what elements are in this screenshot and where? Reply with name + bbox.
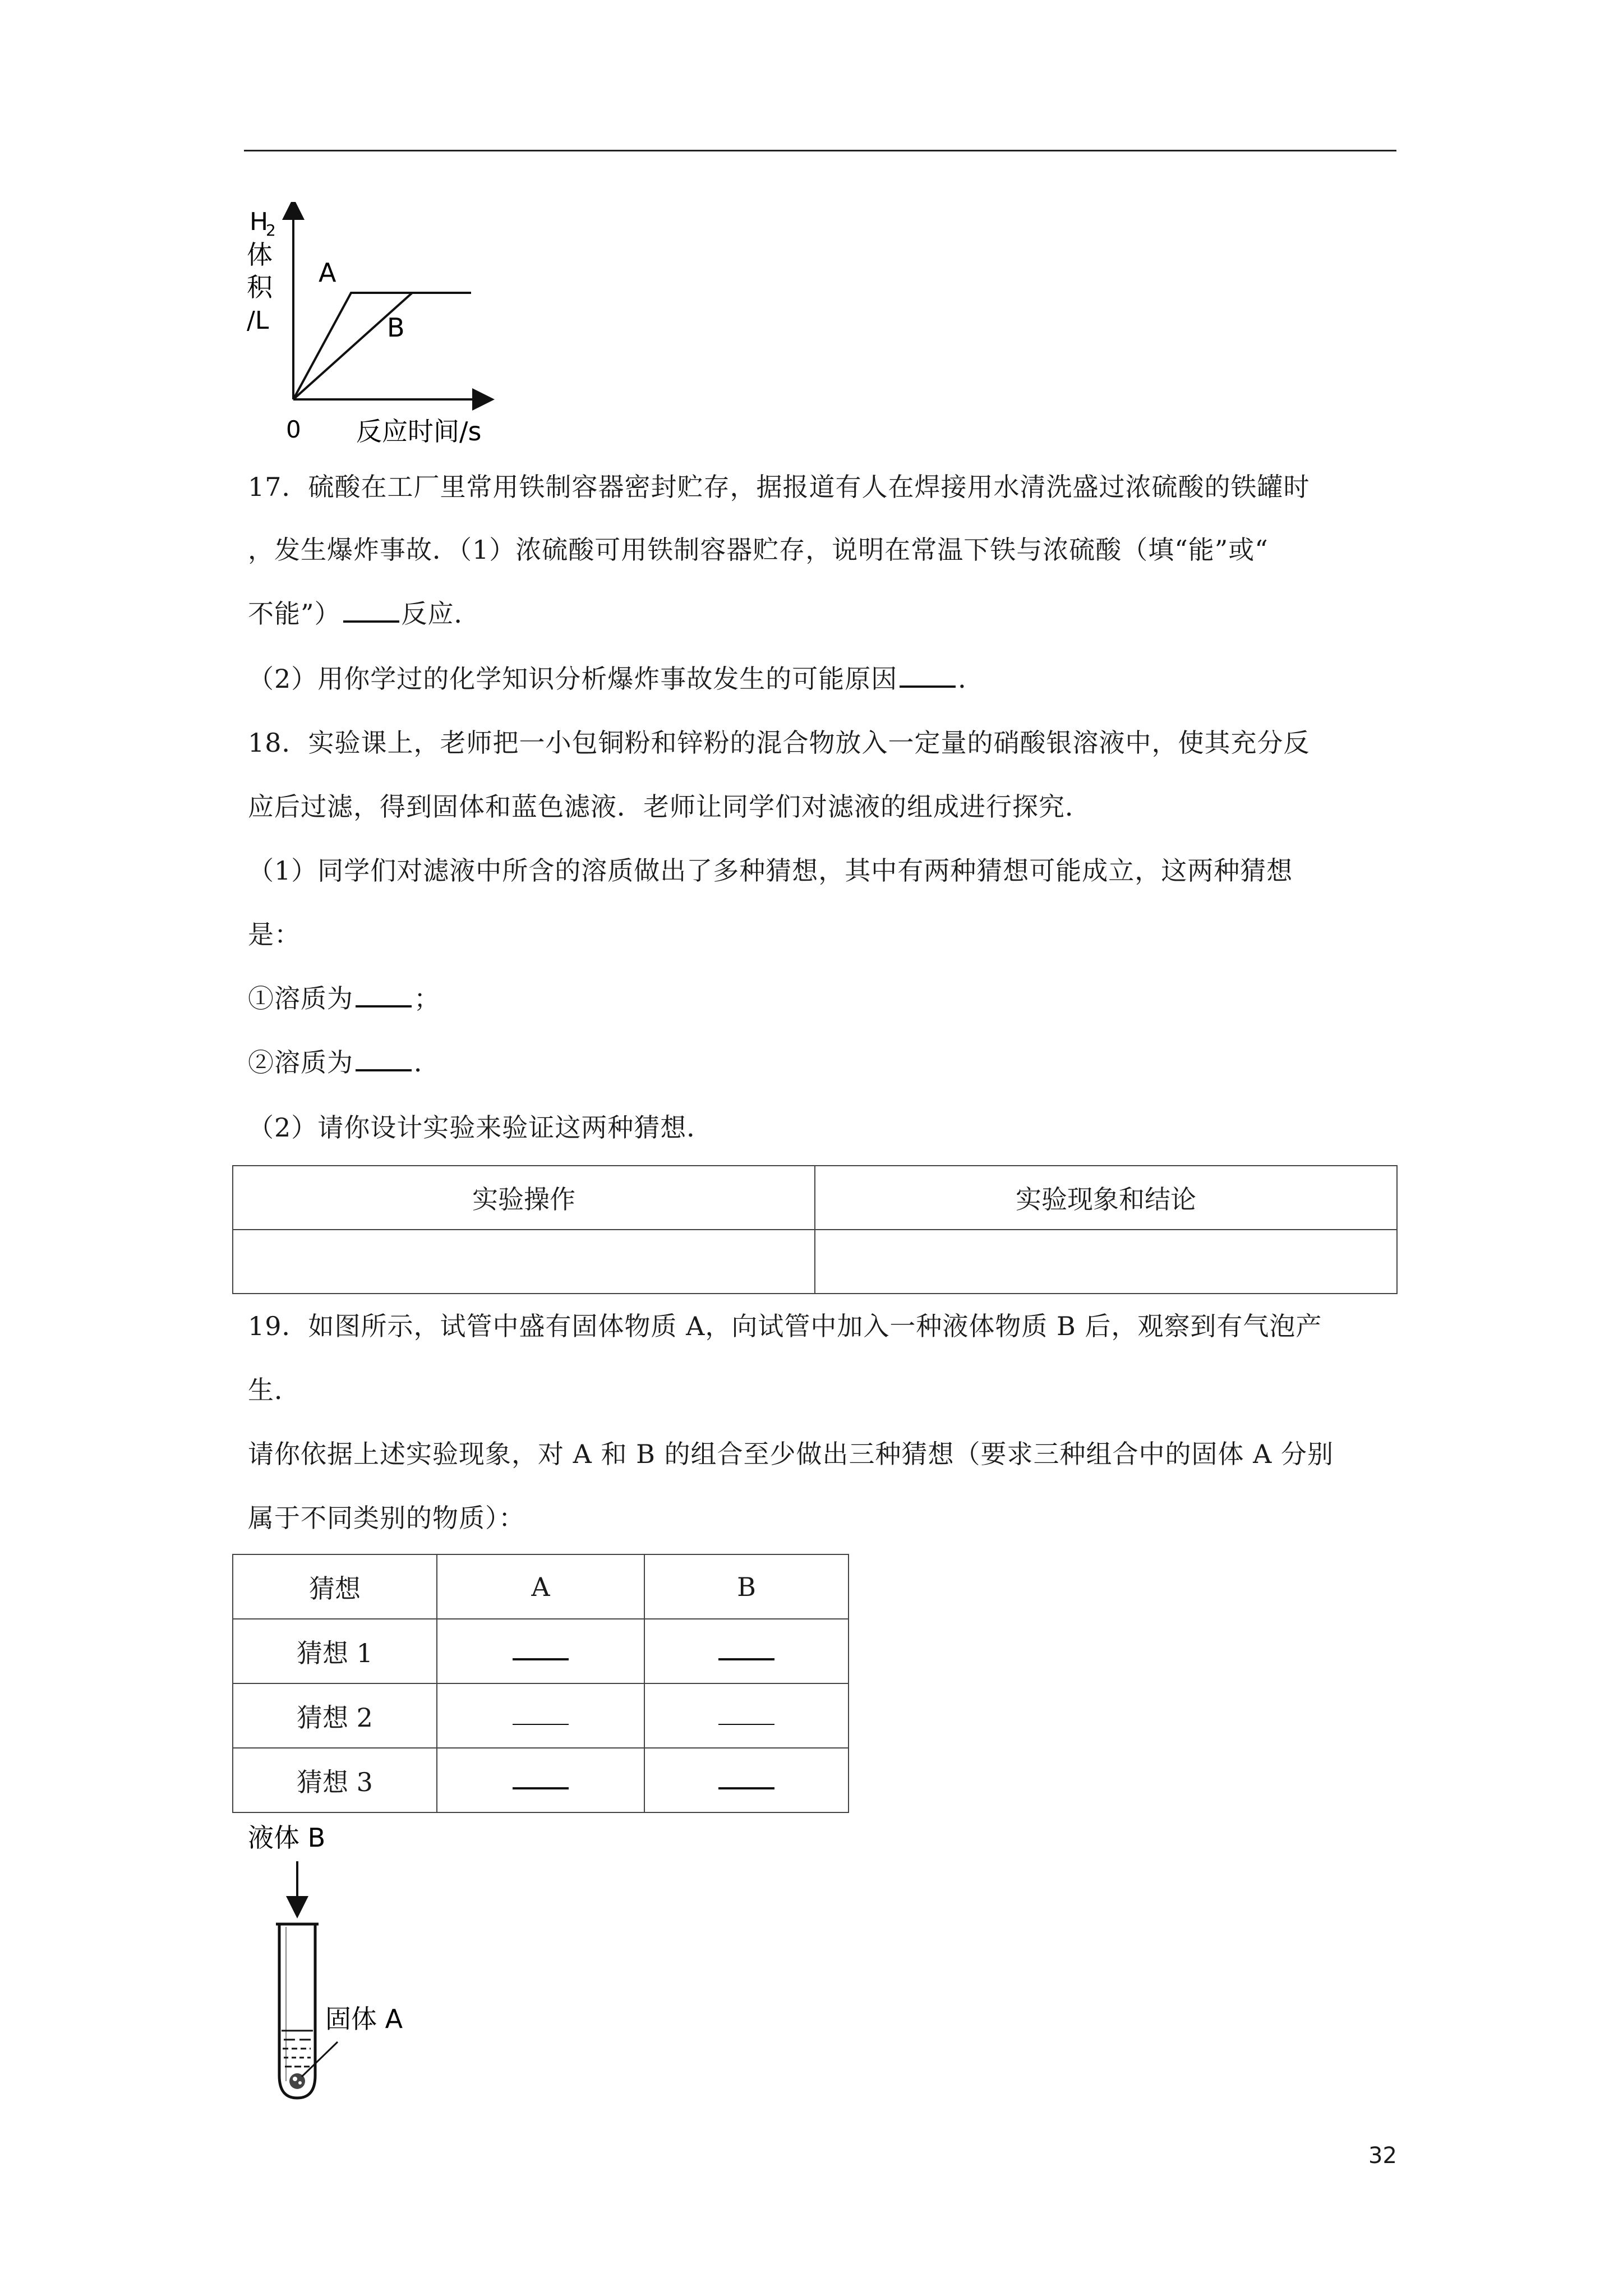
y-label-subscript: 2 [266,221,276,240]
q18-guess-2 [248,1046,440,1079]
table-header-operation: 实验操作 [233,1166,815,1230]
answer-blank [356,983,412,1007]
solid-a-label: 固体 A [325,2004,403,2034]
solid-a-pointer [302,2042,338,2077]
table-header-a: A [437,1554,644,1619]
series-label-b: B [387,312,405,343]
table-cell [815,1230,1397,1294]
answer-cell [644,1619,849,1683]
q18-guess-2-pre: ②溶质为 [248,1047,353,1078]
header-rule [244,150,1396,151]
q19-guess-table [232,1554,849,1813]
q18-guess-1-post: ； [414,983,440,1014]
table-header-guess: 猜想 [233,1554,437,1619]
test-tube [279,1924,315,2098]
q18-line-3: （1）同学们对滤液中所含的溶质做出了多种猜想，其中有两种猜想可能成立，这两种猜想 [248,855,1293,886]
answer-blank [900,663,956,688]
table-row-label: 猜想 1 [233,1619,437,1683]
test-tube-diagram [241,1818,432,2109]
table-cell [233,1230,815,1294]
answer-blank [343,598,399,623]
page-number: 32 [1368,2143,1397,2169]
table-row-label: 猜想 2 [233,1683,437,1748]
q17-line-1: 17．硫酸在工厂里常用铁制容器密封贮存，据报道有人在焊接用水清洗盛过浓硫酸的铁罐时 [248,472,1310,502]
q19-line-3: 请你依据上述实验现象，对 A 和 B 的组合至少做出三种猜想（要求三种组合中的固体 A 分别 [248,1439,1334,1469]
q19-line-2: 生． [248,1375,301,1405]
y-label-line-3: 积 [247,272,273,302]
series-label-a: A [319,257,336,288]
liquid-b-label: 液体 B [248,1823,326,1853]
answer-blank [356,1047,412,1071]
q17-line-3-pre: 不能”） [248,599,341,629]
q17-line-3-post: 反应． [401,599,481,629]
q18-experiment-table [232,1165,1398,1294]
table-header-result: 实验现象和结论 [815,1166,1397,1230]
y-label-line-2: 体 [247,240,273,270]
answer-cell [644,1748,849,1812]
table-row-label: 猜想 3 [233,1748,437,1812]
answer-cell [437,1619,644,1683]
table-header-b: B [644,1554,849,1619]
answer-cell [437,1683,644,1748]
series-line-b [293,293,412,399]
x-axis-label: 反应时间/s [356,416,482,447]
q18-guess-2-post: ． [414,1047,440,1078]
series-line-a [293,293,471,399]
y-label-h: H [250,208,269,236]
q19-line-4: 属于不同类别的物质）： [248,1503,525,1533]
q17-line-4 [248,662,984,696]
y-label-line-4: /L [247,306,269,335]
q18-guess-1 [248,982,440,1015]
q18-guess-1-pre: ①溶质为 [248,983,353,1014]
answer-cell [437,1748,644,1812]
q18-line-1: 18．实验课上，老师把一小包铜粉和锌粉的混合物放入一定量的硝酸银溶液中，使其充分反 [248,728,1310,758]
q17-line-2: ，发生爆炸事故．（1）浓硫酸可用铁制容器贮存，说明在常温下铁与浓硫酸（填“能”或“ [248,535,1269,565]
q17-line-3 [248,597,481,631]
q17-line-4-post: ． [958,664,985,694]
q18-line-2: 应后过滤，得到固体和蓝色滤液．老师让同学们对滤液的组成进行探究． [248,792,1091,822]
q19-line-1: 19．如图所示，试管中盛有固体物质 A，向试管中加入一种液体物质 B 后，观察到有气泡产 [248,1311,1322,1341]
q17-line-4-pre: （2）用你学过的化学知识分析爆炸事故发生的可能原因 [248,664,898,694]
q18-line-7: （2）请你设计实验来验证这两种猜想． [248,1112,713,1143]
answer-cell [644,1683,849,1748]
origin-label: 0 [286,416,301,443]
q18-line-4: 是： [248,919,301,950]
h2-volume-graph [241,202,505,454]
